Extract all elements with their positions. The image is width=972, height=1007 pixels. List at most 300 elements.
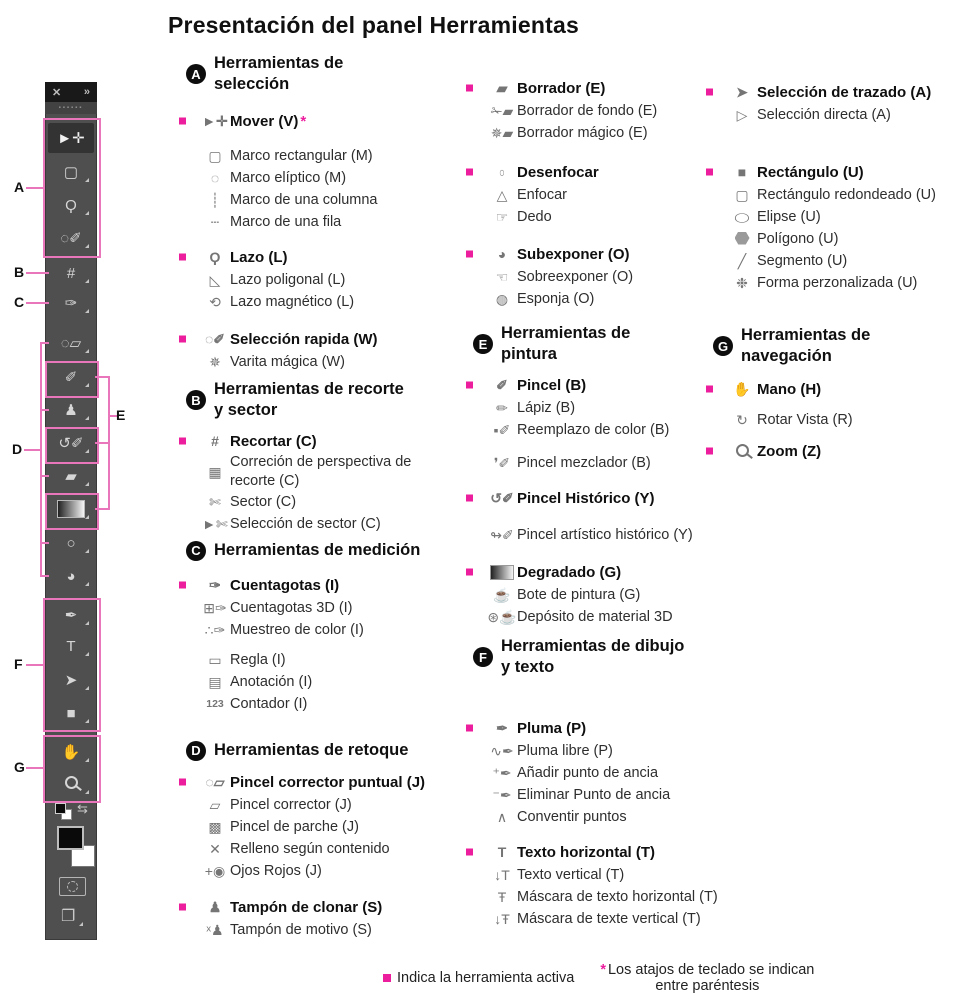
tool-group [727,409,967,431]
tool-item [200,109,450,133]
patch-icon: ▩ [208,819,222,835]
legend-shortcut-line2: entre paréntesis [655,978,760,994]
tool-group [487,840,759,930]
tool-label: Selección de sector (C) [230,515,381,532]
lasso-magnetic-icon: ⟲ [209,294,221,310]
quick-mask-button[interactable] [59,877,86,896]
tool-label: Cuentagotas 3D (I) [230,599,353,616]
sharpen-icon: △ [496,187,508,203]
tool-label: Lápiz (B) [517,399,576,416]
tool-label: Degradado (G) [517,563,622,581]
red-eye-icon: +◉ [204,863,226,879]
tool-item [200,291,450,313]
legend [383,962,814,994]
del-anchor-icon: ⁻✒ [492,787,512,803]
group-label-C: C [14,294,25,310]
tool-item [727,80,967,104]
default-colors-icon[interactable] [55,803,72,820]
pen-icon: ✒ [64,606,78,624]
tool-item [200,649,450,671]
tool-item [200,794,450,816]
slice-select-icon: ►✄ [202,516,228,532]
legend-active-label: Indica la herramienta activa [397,970,575,986]
tool-group [487,716,759,828]
freeform-pen-icon: ∿✒ [490,743,514,759]
toolbar-eyedropper-button[interactable] [48,288,94,318]
direct-select-icon: ▷ [736,107,748,123]
tool-label: Relleno según contenido [230,840,390,857]
legend-shortcut-line1: Los atajos de teclado se indican [607,962,815,978]
tool-item [487,606,759,628]
tool-label: Borrador mágico (E) [517,124,648,141]
tool-item [727,377,967,401]
magic-eraser-icon: ✵▰ [490,125,514,141]
rounded-rect-icon: ▢ [735,187,749,203]
eyedropper-icon: ✑ [64,294,78,312]
path-select-icon: ➤ [736,84,748,100]
tool-item [200,245,450,269]
group-label-B: B [14,264,25,280]
tool-label: Pincel de parche (J) [230,818,359,835]
clone-stamp-icon: ♟ [208,899,222,915]
tool-label: Pincel mezclador (B) [517,454,651,471]
badge-A: A [186,64,206,84]
tool-label: Sector (C) [230,493,297,510]
foreground-color-swatch[interactable] [57,826,84,850]
annotation-line [24,449,40,451]
polygon-icon [727,232,757,247]
tool-item [487,486,759,510]
active-bullet-icon [466,251,473,258]
tool-label: Dedo [517,208,552,225]
tool-item [487,840,759,864]
tool-label: Añadir punto de ancia [517,764,659,781]
tool-group [487,452,759,474]
active-bullet-icon [179,254,186,261]
tool-item [727,439,967,463]
tool-label: Marco de una fila [230,213,342,230]
active-bullet-icon [179,904,186,911]
panel-gripper[interactable]: ▪▪▪▪▪▪ [45,102,97,114]
pen-icon: ✒ [496,720,508,736]
section-A [191,53,450,373]
group-box-E-brush [45,361,99,398]
shortcut-asterisk: * [300,112,307,130]
blur-icon: ○ [66,534,76,552]
section-heading: F Herramientas de dibujo y texto [501,636,759,678]
sponge-icon: ◍ [495,291,509,307]
tool-group [200,573,450,641]
type-mask-h-icon: Ŧ [497,889,507,905]
tool-item [727,272,967,294]
rect-icon: ■ [66,704,76,722]
tool-label: Borrador de fondo (E) [517,102,658,119]
tool-label: Esponja (O) [517,290,595,307]
page-title: Presentación del panel Herramientas [168,12,579,38]
tool-group [487,76,759,144]
active-bullet-icon [466,85,473,92]
badge-D: D [186,741,206,761]
annotation-line [95,508,108,510]
tool-item [727,206,967,228]
group-box-E-gradient [45,493,99,530]
tool-label: Tampón de clonar (S) [230,898,383,916]
tool-group [727,80,967,126]
section-B [191,379,450,535]
tool-item [487,452,759,474]
toolbar-clone-stamp-button[interactable] [48,395,94,425]
tool-group [727,377,967,401]
tool-label: Pincel artístico histórico (Y) [517,526,693,543]
tool-label: Rectángulo redondeado (U) [757,186,936,203]
active-bullet-icon [179,779,186,786]
quick-select-icon: ◌✐ [60,229,82,247]
pencil-icon: ✏ [496,400,508,416]
eraser-icon: ▰ [496,80,508,96]
burn-icon: ☜ [495,269,509,285]
annotation-line [40,475,49,477]
annotation-line [40,575,49,577]
tool-item [487,524,759,546]
tool-label: Texto horizontal (T) [517,843,656,861]
tool-label: Cuentagotas (I) [230,576,340,594]
counter-icon: 123 [206,697,224,710]
tool-label: Texto vertical (T) [517,866,625,883]
section-heading: D Herramientas de retoque [214,740,450,761]
toolbar-dodge-button[interactable] [48,561,94,591]
tool-item [487,242,759,269]
active-bullet-icon [466,495,473,502]
annotation-line [26,767,43,769]
tool-group [487,160,759,228]
tool-label: Marco elíptico (M) [230,169,347,186]
tool-label: Pluma (P) [517,719,587,737]
section-E [478,323,759,628]
tool-label: Ojos Rojos (J) [230,862,322,879]
color-sampler-icon: ∴✑ [204,622,226,638]
active-bullet-icon [179,118,186,125]
tool-label: Marco de una columna [230,191,378,208]
tool-label: Segmento (U) [757,252,848,269]
convert-point-icon: ∧ [496,809,508,825]
tool-label: Eliminar Punto de ancia [517,786,671,803]
active-bullet-icon [706,89,713,96]
tool-label: Selección rapida (W) [230,330,378,348]
perspective-crop-icon: ▦ [208,464,222,480]
type-h-icon: T [497,844,507,860]
tool-label: Pincel corrector puntual (J) [230,773,426,791]
tool-item [200,770,450,794]
tool-item [727,160,967,184]
group-box-F [43,598,101,732]
tool-item [200,167,450,189]
type-mask-v-icon: ↓Ŧ [494,911,510,927]
section-G [717,325,967,463]
tool-label: Desenfocar [517,163,599,181]
content-fill-icon: ✕ [209,841,221,857]
tool-item [487,560,759,584]
tool-label: Varita mágica (W) [230,353,345,370]
active-bullet-icon [179,336,186,343]
tool-label: Rotar Vista (R) [757,411,853,428]
tool-label: Lazo (L) [230,248,288,266]
annotation-line [95,442,108,444]
tool-group [200,429,450,535]
tool-item [487,76,759,100]
tool-label: Reemplazo de color (B) [517,421,670,438]
type-h-icon: T [66,637,76,655]
tool-label: Regla (I) [230,651,286,668]
section-D [191,740,450,941]
tool-item [487,288,759,310]
group-box-A [43,118,101,258]
color-replace-icon: ▪✐ [493,422,511,438]
tool-item [200,211,450,233]
eraser-icon: ▰ [65,467,77,485]
active-bullet-icon [466,569,473,576]
line-icon: ╱ [737,253,747,269]
tool-item [487,373,759,397]
tool-label: Máscara de texto horizontal (T) [517,888,718,905]
dodge-icon: ◕ [497,246,507,262]
spot-heal-icon: ◌▱ [60,334,82,352]
tool-group [487,524,759,546]
zoom-icon [727,444,757,459]
close-icon[interactable]: ✕ [52,86,62,99]
tool-label: Tampón de motivo (S) [230,921,372,938]
tool-item [200,597,450,619]
marquee-rect-icon: ▢ [208,148,222,164]
tool-item [200,513,450,535]
eyedropper-icon: ✑ [209,577,221,593]
paint-bucket-icon: ☕ [493,587,511,603]
tool-group [727,439,967,463]
tool-item [487,419,759,441]
spot-heal-icon: ◌▱ [205,774,225,790]
tool-label: Depósito de material 3D [517,608,673,625]
ruler-icon: ▭ [208,652,222,668]
legend-shortcuts [600,962,814,994]
tool-item [200,491,450,513]
tool-item [200,895,450,919]
tool-label: Subexponer (O) [517,245,630,263]
section-heading: G Herramientas de navegación [741,325,967,367]
pattern-stamp-icon: ˣ♟ [206,922,224,938]
tool-item [200,573,450,597]
annotation-line [40,542,49,544]
badge-B: B [186,390,206,410]
marquee-rect-icon: ▢ [63,163,79,181]
tool-item [487,864,759,886]
marquee-row-icon: ┄ [210,214,220,230]
tool-item [487,908,759,930]
tool-label: Polígono (U) [757,230,839,247]
annotation-line [95,376,108,378]
swap-colors-icon[interactable]: ⇆ [77,801,88,816]
smudge-icon: ☞ [495,209,509,225]
group-label-A: A [14,179,25,195]
brush-icon: ✐ [496,377,508,393]
tool-group [200,770,450,882]
active-bullet-icon [466,382,473,389]
toolbar-blur-button[interactable] [48,528,94,558]
magic-wand-icon: ✵ [209,354,221,370]
heal-icon: ▱ [209,797,221,813]
group-label-F: F [14,656,23,672]
toolbar-crop-button[interactable] [48,258,94,288]
annotation-line [26,187,43,189]
tool-item [200,671,450,693]
section [727,80,967,294]
tool-label: Contador (I) [230,695,308,712]
custom-shape-icon: ❉ [736,275,748,291]
tool-item [727,184,967,206]
tool-label: Zoom (Z) [757,442,822,460]
toolbar-spot-heal-button[interactable] [48,328,94,358]
lasso-icon: Ϙ [209,249,221,265]
active-bullet-icon [466,849,473,856]
marquee-ellipse-icon: ◌ [210,170,220,186]
panel-titlebar [45,82,97,102]
tool-group [200,109,450,133]
active-bullet-icon [179,582,186,589]
screen-mode-button[interactable]: ❐ [61,908,76,925]
marquee-column-icon: ┊ [210,192,220,208]
tool-group [727,160,967,294]
collapse-panel-icon[interactable]: » [83,86,90,98]
bg-eraser-icon: ✁▰ [490,103,514,119]
active-bullet-icon [383,974,391,982]
quick-select-icon: ◌✐ [204,331,226,347]
tool-item [487,160,759,184]
tool-label: Sobreexponer (O) [517,268,634,285]
tool-item [200,838,450,860]
tool-item [487,806,759,828]
slice-icon: ✄ [209,494,221,510]
annotation-line [40,342,49,344]
tool-item [200,693,450,715]
tool-label: Recortar (C) [230,432,317,450]
tool-label: Borrador (E) [517,79,606,97]
tool-item [487,122,759,144]
section-C [191,540,450,715]
tool-label: Lazo magnético (L) [230,293,355,310]
group-label-E: E [116,407,126,423]
tool-group [487,560,759,628]
tool-label: Máscara de texte vertical (T) [517,910,701,927]
tool-item [200,816,450,838]
section-heading: B Herramientas de recorte y sector [214,379,450,421]
badge-C: C [186,541,206,561]
asterisk-icon: * [600,962,606,978]
tool-item [727,250,967,272]
note-icon: ▤ [208,674,222,690]
path-select-icon: ➤ [64,671,78,689]
tool-group [487,242,759,310]
active-bullet-icon [466,169,473,176]
tool-label: Elipse (U) [757,208,821,225]
crop-icon: # [66,264,76,282]
tool-group [200,145,450,233]
tool-group [200,895,450,941]
tool-item [200,351,450,373]
rect-icon: ■ [737,164,747,180]
tool-group [200,649,450,715]
tool-item [487,584,759,606]
group-label-D: D [12,441,23,457]
lasso-icon: Ϙ [65,196,77,214]
section-heading: C Herramientas de medición [214,540,450,561]
eyedropper-3d-icon: ⊞✑ [203,600,227,616]
tool-label: Muestreo de color (I) [230,621,364,638]
tool-item [200,429,450,453]
tool-group [200,245,450,313]
tool-item [487,784,759,806]
lasso-poly-icon: ◺ [209,272,221,288]
type-v-icon: ↓T [494,867,510,883]
badge-F: F [473,647,493,667]
section-heading: E Herramientas de pintura [501,323,759,365]
blur-icon: ○ [499,164,505,180]
tool-item [487,397,759,419]
tool-label: Selección de trazado (A) [757,83,932,101]
tool-label: Selección directa (A) [757,106,891,123]
tool-item [200,919,450,941]
active-bullet-icon [466,725,473,732]
quick-mask-circle-icon [67,881,78,892]
tool-label: Enfocar [517,186,567,203]
active-bullet-icon [706,169,713,176]
tool-label: Lazo poligonal (L) [230,271,346,288]
tool-item [487,740,759,762]
active-bullet-icon [706,448,713,455]
add-anchor-icon: ⁺✒ [492,765,512,781]
tool-label: Mover (V) * [230,112,307,130]
ellipse-icon: ◯ [734,211,750,223]
rotate-view-icon: ↻ [736,412,748,428]
tool-label: Pincel corrector (J) [230,796,352,813]
tool-item [727,409,967,431]
hand-icon: ✋ [61,743,81,761]
tool-item [727,104,967,126]
clone-stamp-icon: ♟ [64,401,78,419]
tool-label: Pincel (B) [517,376,587,394]
badge-G: G [713,336,733,356]
tool-item [487,100,759,122]
tool-group [200,327,450,373]
group-box-G [43,735,101,803]
tool-item [487,266,759,291]
material-3d-icon: ⊛☕ [487,609,517,625]
legend-active-tool [383,962,574,994]
brush-icon: ✐ [64,368,78,386]
tool-item [200,189,450,211]
annotation-line [108,376,110,510]
tool-item [487,886,759,908]
active-bullet-icon [179,438,186,445]
history-brush-icon: ↺✐ [58,434,84,452]
move-icon: ►✛ [202,113,228,129]
section-F [479,636,759,930]
active-bullet-icon [706,386,713,393]
annotation-line [26,302,49,304]
tool-label: Rectángulo (U) [757,163,864,181]
tool-item [487,206,759,228]
tool-item [487,762,759,784]
toolbar-eraser-button[interactable] [48,461,94,491]
annotation-line [26,664,43,666]
crop-icon: # [211,433,219,449]
